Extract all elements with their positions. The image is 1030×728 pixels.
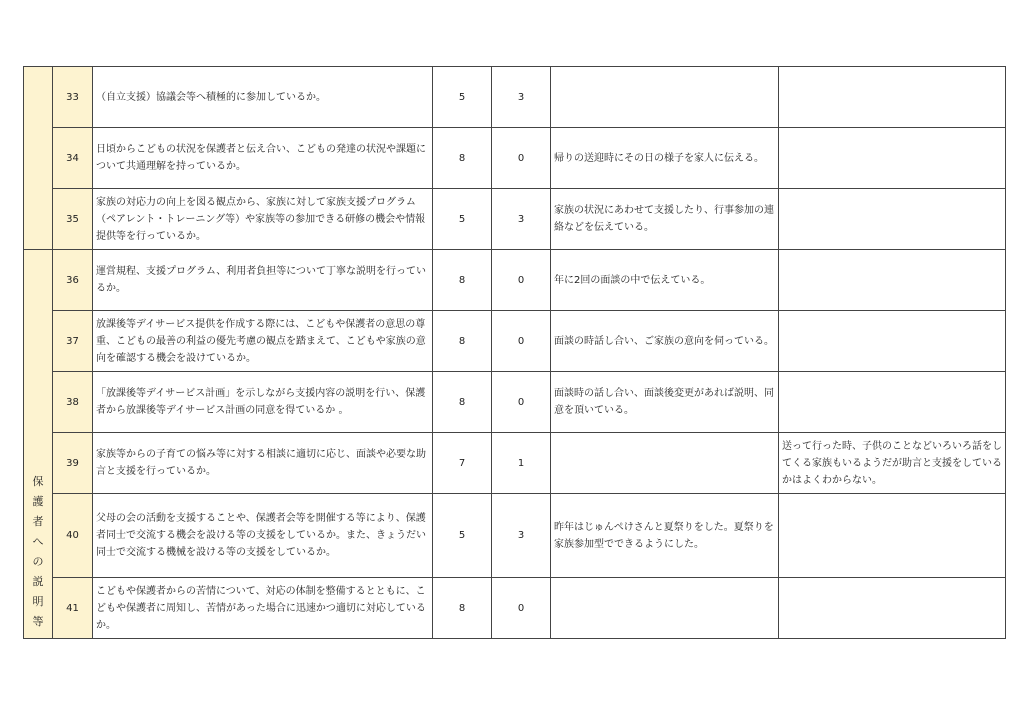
table-row [24,311,1006,372]
question-text: 家族等からの子育ての悩み等に対する相談に適切に応じ、面談や必要な助言と支援を行っているか。 [93,433,433,494]
question-text: 父母の会の活動を支援することや、保護者会等を開催する等により、保護者同士で交流する機会を設ける等の支援をしているか。また、きょうだい同士で交流する機械を設ける等の支援をしているか。 [93,494,433,578]
comment-cell [551,433,779,494]
no-count: 0 [492,578,551,639]
comment-cell [779,189,1006,250]
yes-count: 8 [433,128,492,189]
table-row [24,494,1006,578]
comment-cell: 年に2回の面談の中で伝えている。 [551,250,779,311]
evaluation-table [23,66,1006,639]
row-number: 35 [53,189,93,250]
comment-cell [779,311,1006,372]
table-row [24,433,1006,494]
comment-cell: 送って行った時、子供のことなどいろいろ話をしてくる家族もいるようだが助言と支援をしているかはよくわからない。 [779,433,1006,494]
yes-count: 5 [433,67,492,128]
table-row [24,372,1006,433]
comment-cell [551,67,779,128]
comment-cell [779,67,1006,128]
comment-cell: 帰りの送迎時にその日の様子を家人に伝える。 [551,128,779,189]
question-text: 家族の対応力の向上を図る観点から、家族に対して家族支援プログラム（ペアレント・トレーニング等）や家族等の参加できる研修の機会や情報提供等を行っているか。 [93,189,433,250]
table-row [24,578,1006,639]
comment-cell: 面談時の話し合い、面談後変更があれば説明、同意を頂いている。 [551,372,779,433]
comment-cell [779,578,1006,639]
no-count: 1 [492,433,551,494]
question-text: （自立支援）協議会等へ積極的に参加しているか。 [93,67,433,128]
yes-count: 7 [433,433,492,494]
row-number: 38 [53,372,93,433]
question-text: 「放課後等デイサービス計画」を示しながら支援内容の説明を行い、保護者から放課後等デイサービス計画の同意を得ているか 。 [93,372,433,433]
yes-count: 8 [433,578,492,639]
comment-cell [551,578,779,639]
question-text: こどもや保護者からの苦情について、対応の体制を整備するとともに、こどもや保護者に周知し、苦情があった場合に迅速かつ適切に対応しているか。 [93,578,433,639]
yes-count: 5 [433,189,492,250]
row-number: 37 [53,311,93,372]
question-text: 日頃からこどもの状況を保護者と伝え合い、こどもの発達の状況や課題について共通理解を持っているか。 [93,128,433,189]
yes-count: 5 [433,494,492,578]
no-count: 3 [492,494,551,578]
question-text: 放課後等デイサービス提供を作成する際には、こどもや保護者の意思の尊重、こどもの最善の利益の優先考慮の観点を踏まえて、こどもや家族の意向を確認する機会を設けているか。 [93,311,433,372]
row-number: 41 [53,578,93,639]
no-count: 3 [492,189,551,250]
no-count: 0 [492,250,551,311]
row-number: 39 [53,433,93,494]
comment-cell: 家族の状況にあわせて支援したり、行事参加の連絡などを伝えている。 [551,189,779,250]
comment-cell [779,128,1006,189]
table-row [24,128,1006,189]
table-row [24,189,1006,250]
comment-cell: 面談の時話し合い、ご家族の意向を伺っている。 [551,311,779,372]
row-number: 40 [53,494,93,578]
table-row [24,67,1006,128]
yes-count: 8 [433,372,492,433]
category-cell-previous [24,67,53,250]
no-count: 0 [492,128,551,189]
row-number: 33 [53,67,93,128]
yes-count: 8 [433,250,492,311]
table-row [24,250,1006,311]
comment-cell [779,250,1006,311]
yes-count: 8 [433,311,492,372]
row-number: 34 [53,128,93,189]
category-label: 保護者への説明等 [24,250,53,639]
no-count: 0 [492,311,551,372]
comment-cell [779,372,1006,433]
row-number: 36 [53,250,93,311]
comment-cell: 昨年はじゅんぺけさんと夏祭りをした。夏祭りを家族参加型でできるようにした。 [551,494,779,578]
no-count: 3 [492,67,551,128]
question-text: 運営規程、支援プログラム、利用者負担等について丁寧な説明を行っているか。 [93,250,433,311]
no-count: 0 [492,372,551,433]
comment-cell [779,494,1006,578]
